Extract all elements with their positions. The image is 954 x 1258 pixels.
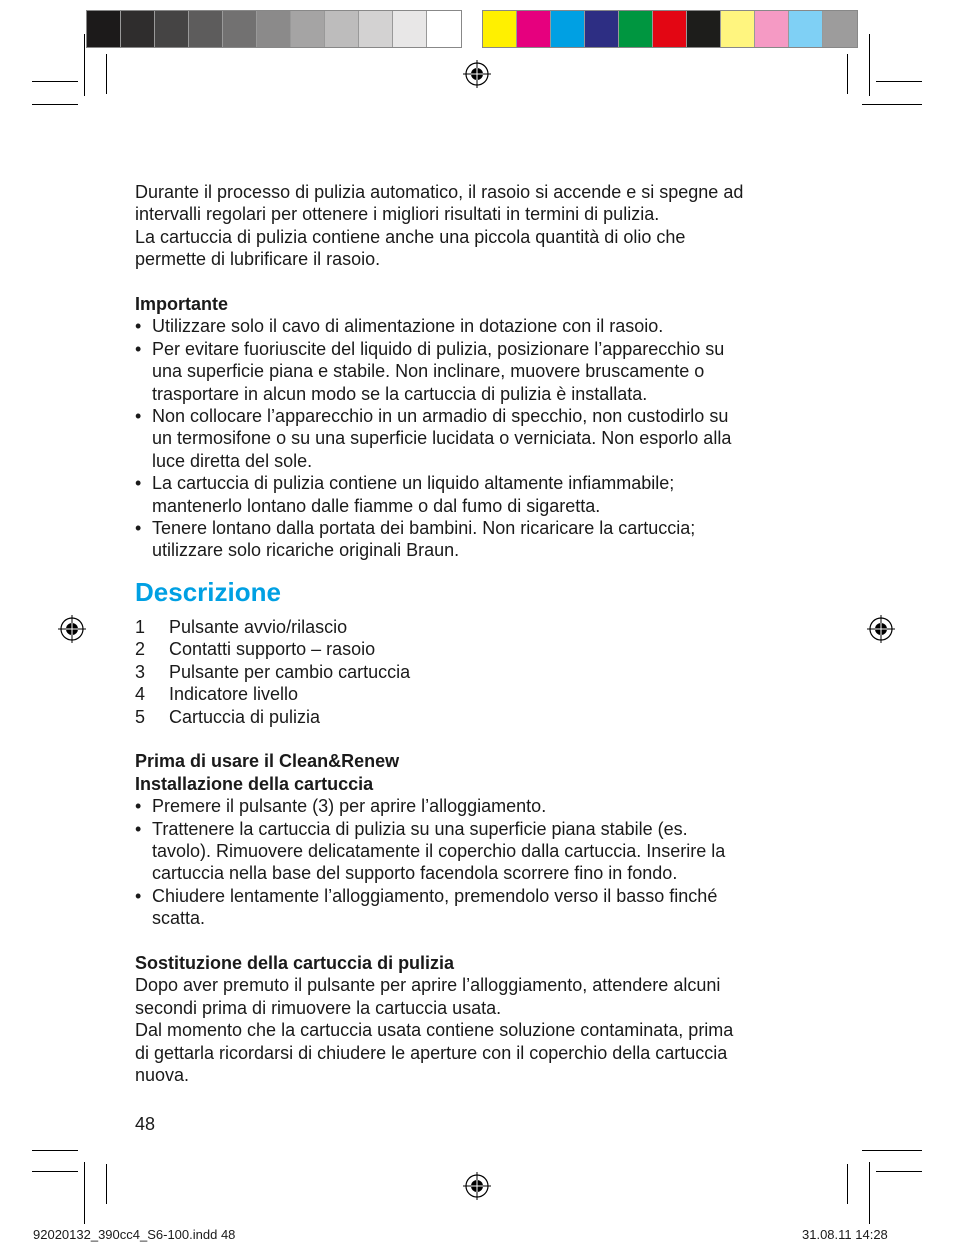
bullet-item: • Per evitare fuoriuscite del liquido di pulizia, posizionare l’apparecchio su una superficie piana e stabile. Non inclinare, muovere bruscamente o trasportare in alcun modo se la cartuccia di pulizia è installata. [135, 338, 825, 405]
intro-line: intervalli regolari per ottenere i migliori risultati in termini di pulizia. [135, 204, 660, 225]
color-swatch [585, 11, 619, 47]
color-swatch [155, 11, 189, 47]
registration-target-icon [867, 615, 895, 643]
replacement-line: di gettarla ricordarsi di chiudere le aperture con il coperchio della cartuccia [135, 1042, 728, 1063]
before-use-subtitle: Installazione della cartuccia [135, 773, 374, 794]
slug-file-info: 92020132_390cc4_S6-100.indd 48 [33, 1227, 236, 1242]
registration-target-icon [58, 615, 86, 643]
crop-mark [869, 34, 870, 96]
important-title: Importante [135, 294, 229, 315]
description-item-number: 3 [135, 661, 146, 682]
intro-line: permette di lubrificare il rasoio. [135, 249, 381, 270]
crop-mark [862, 1150, 922, 1151]
bullet-item: • Trattenere la cartuccia di pulizia su una superficie piana stabile (es. tavolo). Rimuovere delicatamente il coperchio dalla cartuccia. Inserire la cartuccia nella base del supporto facendola scorrere fino in fondo. [135, 818, 825, 885]
crop-mark [847, 1164, 848, 1204]
description-item [135, 661, 825, 683]
cmyk-color-bar [482, 10, 858, 48]
crop-mark [32, 1171, 78, 1172]
crop-mark [106, 54, 107, 94]
color-swatch [223, 11, 257, 47]
description-item-label: Cartuccia di pulizia [169, 706, 321, 727]
intro-line: Durante il processo di pulizia automatico, il rasoio si accende e si spegne ad [135, 182, 744, 202]
description-item-number: 2 [135, 639, 146, 660]
color-swatch [325, 11, 359, 47]
description-item [135, 683, 825, 705]
color-swatch [291, 11, 325, 47]
color-swatch [87, 11, 121, 47]
color-swatch [721, 11, 755, 47]
color-swatch [427, 11, 461, 47]
grayscale-color-bar [86, 10, 462, 48]
registration-target-icon [463, 60, 491, 88]
registration-target-icon [463, 1172, 491, 1200]
color-swatch [359, 11, 393, 47]
crop-mark [876, 1171, 922, 1172]
description-item-label: Contatti supporto – rasoio [169, 639, 376, 660]
description-item [135, 638, 825, 660]
color-swatch [687, 11, 721, 47]
color-swatch [393, 11, 427, 47]
bullet-item: • Utilizzare solo il cavo di alimentazione in dotazione con il rasoio. [135, 315, 825, 337]
color-swatch [483, 11, 517, 47]
crop-mark [32, 104, 78, 105]
crop-mark [84, 34, 85, 96]
bullet-item: • Chiudere lentamente l’alloggiamento, premendolo verso il basso finché scatta. [135, 885, 825, 930]
page-number: 48 [135, 1114, 156, 1134]
crop-mark [847, 54, 848, 94]
description-item [135, 706, 825, 728]
description-item-label: Pulsante avvio/rilascio [169, 616, 348, 637]
description-item-label: Indicatore livello [169, 684, 299, 705]
description-item-number: 5 [135, 706, 146, 727]
replacement-line: nuova. [135, 1064, 190, 1085]
crop-mark [869, 1162, 870, 1224]
crop-mark [106, 1164, 107, 1204]
color-swatch [789, 11, 823, 47]
replacement-line: Dopo aver premuto il pulsante per aprire l’alloggiamento, attendere alcuni [135, 975, 721, 996]
color-swatch [257, 11, 291, 47]
bullet-item: • Tenere lontano dalla portata dei bambini. Non ricaricare la cartuccia; utilizzare solo ricariche originali Braun. [135, 517, 825, 562]
color-swatch [755, 11, 789, 47]
intro-line: La cartuccia di pulizia contiene anche una piccola quantità di olio che [135, 226, 686, 247]
description-item-number: 4 [135, 684, 146, 705]
important-list [135, 315, 825, 561]
crop-mark [84, 1162, 85, 1224]
color-swatch [121, 11, 155, 47]
crop-mark [32, 81, 78, 82]
color-swatch [551, 11, 585, 47]
color-swatch [517, 11, 551, 47]
description-heading: Descrizione [135, 576, 281, 607]
crop-mark [32, 1150, 78, 1151]
description-item-label: Pulsante per cambio cartuccia [169, 661, 411, 682]
color-swatch [653, 11, 687, 47]
page-content [135, 181, 825, 1086]
bullet-item: • La cartuccia di pulizia contiene un liquido altamente infiammabile; mantenerlo lontano dalle fiamme o dal fumo di sigaretta. [135, 472, 825, 517]
crop-mark [862, 104, 922, 105]
color-swatch [189, 11, 223, 47]
description-item-number: 1 [135, 616, 146, 637]
description-list [135, 616, 825, 728]
intro-paragraph [135, 181, 825, 271]
replacement-line: Dal momento che la cartuccia usata contiene soluzione contaminata, prima [135, 1020, 734, 1041]
description-item [135, 616, 825, 638]
replacement-line: secondi prima di rimuovere la cartuccia usata. [135, 997, 502, 1018]
replacement-paragraph [135, 974, 825, 1086]
bullet-item: • Premere il pulsante (3) per aprire l’alloggiamento. [135, 795, 825, 817]
color-swatch [619, 11, 653, 47]
bullet-item: • Non collocare l’apparecchio in un armadio di specchio, non custodirlo su un termosifone o su una superficie lucidata o verniciata. Non esporlo alla luce diretta del sole. [135, 405, 825, 472]
before-use-list [135, 795, 825, 929]
crop-mark [876, 81, 922, 82]
slug-date-info: 31.08.11 14:28 [802, 1227, 888, 1242]
replacement-title: Sostituzione della cartuccia di pulizia [135, 952, 455, 973]
before-use-title: Prima di usare il Clean&Renew [135, 751, 400, 772]
color-swatch [823, 11, 857, 47]
